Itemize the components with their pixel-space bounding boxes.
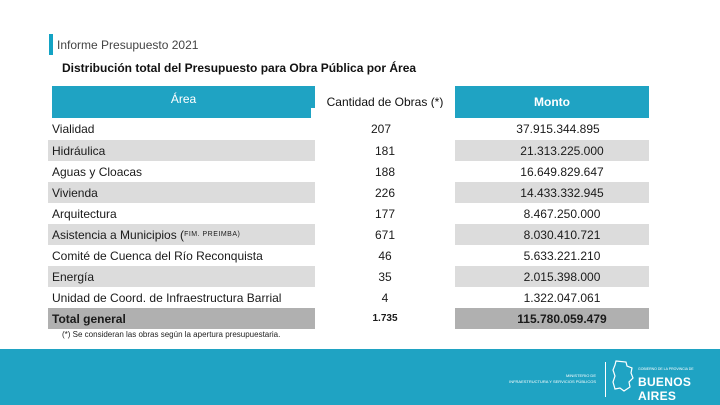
cell-monto: 8.030.410.721: [455, 224, 649, 245]
cell-area: [48, 266, 315, 287]
cell-cantidad: 177: [315, 203, 455, 224]
column-header-monto: Monto: [455, 86, 649, 118]
cell-cantidad: 46: [315, 245, 455, 266]
cell-area: [48, 182, 315, 203]
ministry-line-2: INFRAESTRUCTURA Y SERVICIOS PÚBLICOS: [509, 379, 596, 384]
ministry-logo-text: [498, 373, 596, 385]
table-title: Distribución total del Presupuesto para Obra Pública por Área: [62, 61, 417, 75]
cell-cantidad: 4: [315, 287, 455, 308]
footer-divider: [605, 362, 606, 397]
table-row: [52, 182, 649, 203]
table-body: [52, 108, 649, 308]
ministry-line-1: MINISTERIO DE: [565, 373, 596, 378]
cell-area: [48, 108, 311, 140]
footnote: (*) Se consideran las obras según la apertura presupuestaria.: [62, 330, 281, 339]
cell-cantidad: 226: [315, 182, 455, 203]
table-row: [52, 140, 649, 161]
province-map-icon: [612, 360, 634, 392]
area-label: Unidad de Coord. de Infraestructura Barrial: [52, 290, 282, 305]
table-row: [52, 161, 649, 182]
table-row: [52, 203, 649, 224]
area-label: Arquitectura: [52, 206, 117, 221]
cell-monto: 14.433.332.945: [455, 182, 649, 203]
cell-monto: 16.649.829.647: [520, 164, 604, 179]
total-monto: 115.780.059.479: [455, 308, 649, 329]
cell-cantidad: 35: [315, 266, 455, 287]
budget-table: [52, 86, 649, 329]
report-title: Informe Presupuesto 2021: [57, 38, 199, 52]
area-label: Aguas y Cloacas: [52, 164, 143, 179]
cell-cantidad: 207: [311, 108, 451, 140]
area-label: Asistencia a Municipios (: [52, 227, 185, 242]
area-note: FIM. PREIMBA): [184, 231, 241, 238]
column-header-cantidad: Cantidad de Obras (*): [315, 86, 455, 118]
table-row: [52, 266, 649, 287]
area-label: Vivienda: [52, 185, 98, 200]
cell-monto: 1.322.047.061: [523, 290, 601, 305]
area-label: Energía: [52, 269, 95, 284]
cell-area: [48, 224, 315, 245]
table-row: [52, 108, 649, 140]
cell-monto: 37.915.344.895: [516, 122, 600, 136]
cell-area: [48, 245, 315, 266]
table-row: [52, 287, 649, 308]
gov-logo-text: BUENOS AIRES: [638, 375, 692, 403]
table-row: [52, 224, 649, 245]
cell-area: [48, 140, 315, 161]
gov-small-text: GOBIERNO DE LA PROVINCIA DE: [638, 367, 694, 371]
table-row: [52, 245, 649, 266]
cell-monto: 8.467.250.000: [523, 206, 601, 221]
cell-area: [48, 161, 315, 182]
cell-monto: 21.313.225.000: [455, 140, 649, 161]
cell-monto: 2.015.398.000: [455, 266, 649, 287]
total-label: Total general: [48, 308, 315, 329]
cell-cantidad: 181: [315, 140, 455, 161]
cell-cantidad: 671: [315, 224, 455, 245]
title-accent-bar: [49, 34, 53, 55]
area-label: Hidráulica: [52, 143, 106, 158]
area-label: Vialidad: [52, 122, 95, 136]
cell-area: [48, 287, 315, 308]
cell-cantidad: 188: [315, 161, 455, 182]
column-header-area: Área: [52, 86, 315, 118]
area-label: Comité de Cuenca del Río Reconquista: [52, 248, 263, 263]
total-cantidad: 1.735: [315, 308, 455, 329]
total-row: [52, 308, 649, 329]
cell-area: [48, 203, 315, 224]
cell-monto: 5.633.221.210: [523, 248, 601, 263]
